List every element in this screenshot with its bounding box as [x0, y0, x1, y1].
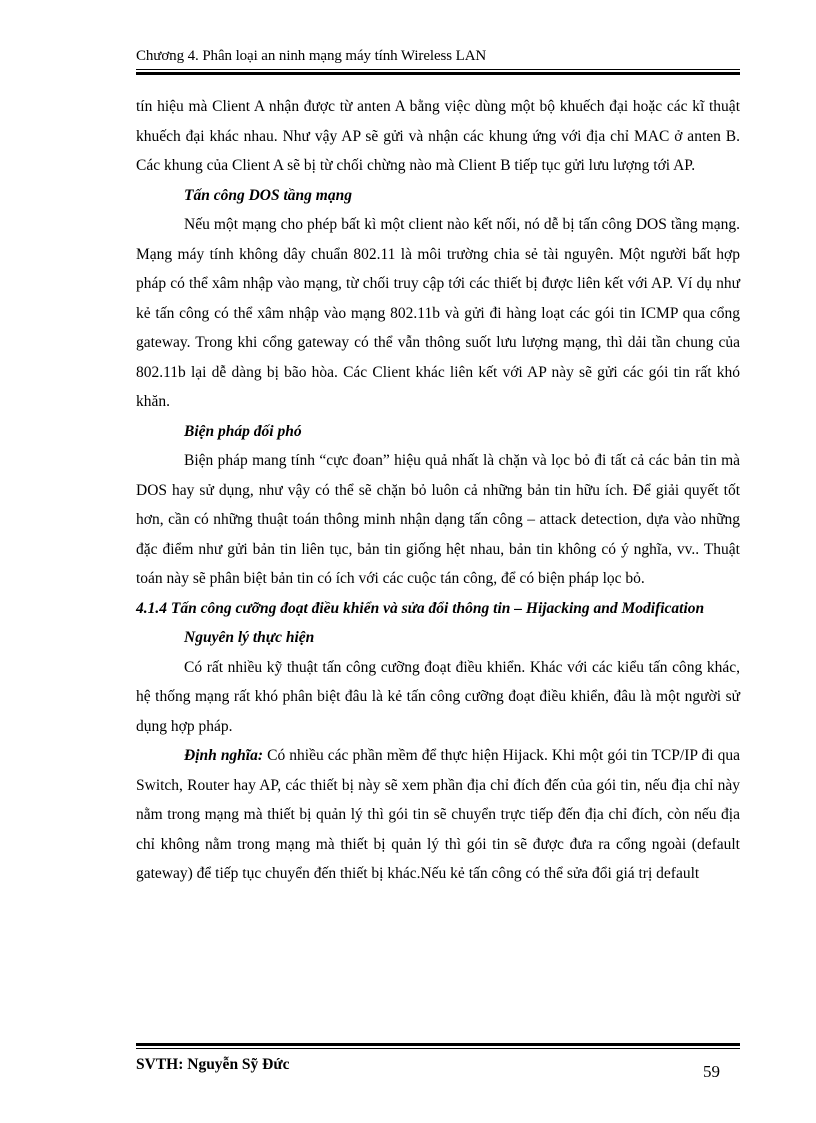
footer-rule-thick: [136, 1043, 740, 1046]
paragraph: Có rất nhiều kỹ thuật tấn công cưỡng đoạt điều khiển. Khác với các kiểu tấn công khác, hệ thống mạng rất khó phân biệt đâu là kẻ tấn công cưỡng đoạt điều khiển, đâu là một người sử dụng hợp pháp.: [136, 658, 740, 735]
page-content: [136, 92, 740, 889]
definition-label: Định nghĩa:: [184, 747, 264, 764]
definition-text: Có nhiều các phần mềm để thực hiện Hijack. Khi một gói tin TCP/IP đi qua Switch, Router hay AP, các thiết bị này sẽ xem phần địa chỉ đích đến của gói tin, nếu địa chỉ này nằm trong mạng mà thiết bị quản lý thì gói tin sẽ chuyển trực tiếp đến địa chỉ đích, còn nếu địa chỉ không nằm trong mạng mà thiết bị quản lý thì gói tin sẽ được đưa ra cổng ngoài (default gateway) để tiếp tục chuyển đến thiết bị khác.Nếu kẻ tấn công có thể sửa đổi giá trị default: [136, 747, 740, 882]
subheading: Tấn công DOS tầng mạng: [184, 186, 352, 204]
subheading: Biện pháp đối phó: [184, 422, 302, 440]
paragraph: [136, 741, 740, 889]
header-rule-thick: [136, 72, 740, 75]
paragraph: tín hiệu mà Client A nhận được từ anten A bằng việc dùng một bộ khuếch đại hoặc các kĩ thuật khuếch đại khác nhau. Như vậy AP sẽ gửi và nhận các khung ứng với địa chỉ MAC ở anten B. Các khung của Client A sẽ bị từ chối chừng nào mà Client B tiếp tục gửi lưu lượng tới AP.: [136, 98, 740, 174]
footer-author: SVTH: Nguyễn Sỹ Đức: [136, 1056, 290, 1073]
subheading: Nguyên lý thực hiện: [184, 629, 315, 646]
paragraph: Nếu một mạng cho phép bất kì một client nào kết nối, nó dễ bị tấn công DOS tầng mạng. Mạng máy tính không dây chuẩn 802.11 là môi trường chia sẻ tài nguyên. Một người bất hợp pháp có thể xâm nhập vào mạng, từ chối truy cập tới các thiết bị được liên kết với AP. Ví dụ như kẻ tấn công có thể xâm nhập vào mạng 802.11b và gửi đi hàng loạt các gói tin ICMP qua cổng gateway. Trong khi cổng gateway có thể vẫn thông suốt lưu lượng mạng, thì dải tần chung của 802.11b lại dễ dàng bị bão hòa. Các Client khác liên kết với AP này sẽ gửi các gói tin rất khó khăn.: [136, 216, 740, 410]
paragraph: Biện pháp mang tính “cực đoan” hiệu quả nhất là chặn và lọc bỏ đi tất cả các bản tin mà DOS hay sử dụng, như vậy có thể sẽ chặn bỏ luôn cả những bản tin hữu ích. Để giải quyết tốt hơn, cần có những thuật toán thông minh nhận dạng tấn công – attack detection, dựa vào những đặc điểm như gửi bản tin liên tục, bản tin giống hệt nhau, bản tin không có ý nghĩa, vv.. Thuật toán này sẽ phân biệt bản tin có ích với các cuộc tán công, để có biện pháp lọc bỏ.: [136, 452, 740, 587]
footer-rule-thin: [136, 1048, 740, 1049]
section-heading: 4.1.4 Tấn công cưỡng đoạt điều khiển và sửa đổi thông tin – Hijacking and Modification: [136, 599, 705, 617]
header-rule-thin: [136, 69, 740, 70]
page-header: Chương 4. Phân loại an ninh mạng máy tính Wireless LAN: [136, 48, 487, 64]
page-number: 59: [703, 1062, 720, 1081]
